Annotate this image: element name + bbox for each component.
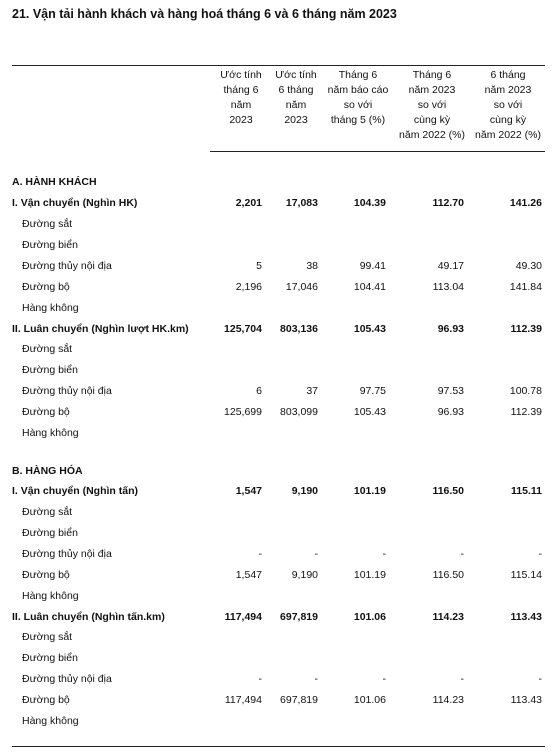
row-label: B. HÀNG HÓA (12, 465, 83, 477)
cell-value: 101.19 (353, 569, 386, 581)
cell-value: 115.11 (511, 485, 542, 497)
column-header-line: năm (285, 99, 307, 111)
top-rule (12, 65, 545, 66)
table-row (0, 340, 560, 358)
table-row (0, 587, 560, 605)
row-label: Đường bộ (22, 694, 70, 706)
row-label: Đường biển (22, 527, 78, 539)
cell-value: 141.84 (509, 281, 542, 293)
cell-value: 112.39 (510, 406, 542, 418)
row-label: Đường biển (22, 239, 78, 251)
cell-value: 2,196 (235, 281, 262, 293)
group-row (0, 194, 560, 212)
cell-value: 1,547 (235, 485, 262, 497)
cell-value: 37 (306, 385, 318, 397)
column-header-line: 6 tháng (278, 84, 314, 96)
table-row (0, 236, 560, 254)
cell-value: 104.39 (353, 197, 386, 209)
column-header-line: Tháng 6 (412, 69, 452, 81)
cell-value: 99.41 (359, 260, 386, 272)
section-heading (0, 462, 560, 480)
cell-value: - (314, 673, 318, 685)
column-header-line: cùng kỳ (489, 114, 527, 126)
table-row (0, 257, 560, 275)
section-heading (0, 173, 560, 191)
cell-value: 105.43 (353, 323, 386, 335)
cell-value: 125,704 (224, 323, 262, 335)
cell-value: - (382, 673, 386, 685)
cell-value: 9,190 (291, 485, 318, 497)
column-header (210, 68, 272, 128)
column-header (470, 68, 546, 143)
row-label: Đường sắt (22, 218, 73, 230)
cell-value: - (314, 548, 318, 560)
row-label: Đường thủy nội địa (22, 548, 112, 560)
column-header-line: năm 2023 (408, 84, 456, 96)
cell-value: 803,136 (280, 323, 318, 335)
cell-value: - (538, 673, 542, 685)
column-header-line: 2023 (284, 114, 308, 126)
cell-value: 17,046 (285, 281, 318, 293)
cell-value: 125,699 (224, 406, 262, 418)
column-header-line: năm báo cáo (327, 84, 389, 96)
table-row (0, 215, 560, 233)
row-label: Hàng không (22, 302, 79, 314)
cell-value: 105.43 (353, 406, 386, 418)
column-header-line: so với (343, 99, 373, 111)
cell-value: 113.04 (432, 281, 464, 293)
column-header (392, 68, 472, 143)
header-rule (210, 151, 545, 152)
table-row (0, 566, 560, 584)
column-header-line: 6 tháng (490, 69, 526, 81)
table-row (0, 712, 560, 730)
cell-value: 1,547 (235, 569, 262, 581)
row-label: Đường bộ (22, 406, 70, 418)
cell-value: 114.23 (432, 694, 464, 706)
cell-value: 114.23 (432, 611, 464, 623)
column-header-line: Tháng 6 (338, 69, 378, 81)
table-row (0, 670, 560, 688)
cell-value: 113.43 (510, 611, 542, 623)
cell-value: - (460, 548, 464, 560)
column-header-line: năm (230, 99, 252, 111)
cell-value: 104.41 (353, 281, 386, 293)
table-row (0, 424, 560, 442)
row-label: Đường thủy nội địa (22, 673, 112, 685)
cell-value: 96.93 (437, 323, 464, 335)
cell-value: 117,494 (224, 611, 262, 623)
cell-value: 5 (256, 260, 262, 272)
row-label: Đường sắt (22, 506, 73, 518)
table-title: 21. Vận tải hành khách và hàng hoá tháng 6 và 6 tháng năm 2023 (12, 7, 397, 21)
column-header-line: tháng 5 (%) (330, 114, 386, 126)
row-label: II. Luân chuyển (Nghìn tấn.km) (12, 611, 165, 623)
cell-value: 113.43 (510, 694, 542, 706)
table-row (0, 299, 560, 317)
cell-value: 112.70 (432, 197, 464, 209)
table-row (0, 545, 560, 563)
row-label: A. HÀNH KHÁCH (12, 176, 97, 188)
column-header-line: Ước tính (275, 69, 317, 81)
table-row (0, 649, 560, 667)
cell-value: 38 (306, 260, 318, 272)
column-header-line: tháng 6 (223, 84, 259, 96)
table-row (0, 503, 560, 521)
row-label: I. Vận chuyển (Nghìn HK) (12, 197, 138, 209)
cell-value: 49.17 (437, 260, 464, 272)
cell-value: 2,201 (235, 197, 262, 209)
cell-value: 9,190 (291, 569, 318, 581)
row-label: Đường bộ (22, 569, 70, 581)
column-header-line: 2023 (229, 114, 253, 126)
group-row (0, 320, 560, 338)
table-row (0, 691, 560, 709)
column-header-line: so với (493, 99, 523, 111)
cell-value: 116.50 (432, 485, 464, 497)
bottom-rule (12, 746, 545, 747)
row-label: Đường biển (22, 652, 78, 664)
cell-value: - (382, 548, 386, 560)
row-label: Hàng không (22, 590, 79, 602)
cell-value: 697,819 (280, 694, 318, 706)
column-header (268, 68, 324, 128)
cell-value: 97.53 (437, 385, 464, 397)
row-label: Đường bộ (22, 281, 70, 293)
column-header-line: Ước tính (220, 69, 262, 81)
cell-value: 115.14 (510, 569, 542, 581)
cell-value: 96.93 (437, 406, 464, 418)
column-header-line: năm 2022 (%) (475, 129, 541, 141)
cell-value: 117,494 (224, 694, 262, 706)
cell-value: 112.39 (510, 323, 542, 335)
cell-value: 101.06 (353, 694, 386, 706)
cell-value: 697,819 (280, 611, 318, 623)
row-label: Đường thủy nội địa (22, 385, 112, 397)
column-header-line: năm 2022 (%) (399, 129, 465, 141)
row-label: Đường thủy nội địa (22, 260, 112, 272)
cell-value: 101.19 (353, 485, 386, 497)
column-header (324, 68, 392, 128)
cell-value: - (258, 673, 262, 685)
cell-value: 116.50 (432, 569, 464, 581)
cell-value: 49.30 (515, 260, 542, 272)
column-header-line: cùng kỳ (413, 114, 451, 126)
row-label: Đường biển (22, 364, 78, 376)
cell-value: 101.06 (353, 611, 386, 623)
cell-value: 803,099 (280, 406, 318, 418)
cell-value: 141.26 (509, 197, 542, 209)
table-row (0, 278, 560, 296)
table-row (0, 628, 560, 646)
cell-value: - (460, 673, 464, 685)
cell-value: - (258, 548, 262, 560)
column-header-line: năm 2023 (484, 84, 532, 96)
cell-value: 6 (256, 385, 262, 397)
row-label: Đường sắt (22, 343, 73, 355)
table-row (0, 361, 560, 379)
table-row (0, 382, 560, 400)
row-label: Đường sắt (22, 631, 73, 643)
table-row (0, 403, 560, 421)
row-label: I. Vận chuyển (Nghìn tấn) (12, 485, 139, 497)
cell-value: 97.75 (359, 385, 386, 397)
row-label: II. Luân chuyển (Nghìn lượt HK.km) (12, 323, 189, 335)
group-row (0, 608, 560, 626)
cell-value: 17,083 (285, 197, 318, 209)
column-header-line: so với (417, 99, 447, 111)
row-label: Hàng không (22, 427, 79, 439)
table-row (0, 524, 560, 542)
cell-value: - (538, 548, 542, 560)
row-label: Hàng không (22, 715, 79, 727)
group-row (0, 482, 560, 500)
cell-value: 100.78 (509, 385, 542, 397)
